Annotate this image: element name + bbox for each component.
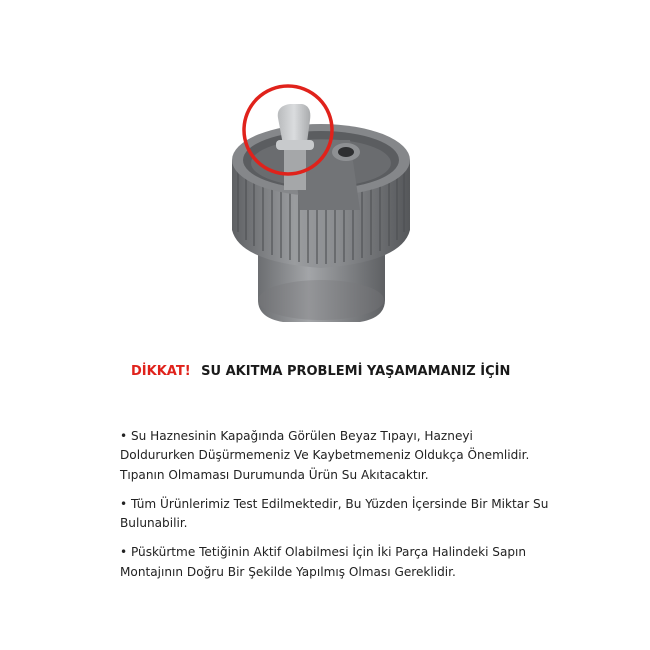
note-item: • Püskürtme Tetiğinin Aktif Olabilmesi İçin İki Parça Halindeki Sapın Montajının Doğru Bir Şekilde Yapılmış Olması Gereklidir. [120, 545, 527, 579]
warning-title: SU AKITMA PROBLEMİ YAŞAMAMANIZ İÇİN [201, 364, 511, 379]
note-item: • Su Haznesinin Kapağında Görülen Beyaz Tıpayı, Hazneyi Doldururken Düşürmemeniz Ve Kaybetmemeniz Oldukça Önemlidir. Tıpanın Olmaması Durumunda Ürün Su Akıtacaktır. [120, 429, 530, 482]
alert-word: DİKKAT! [131, 364, 191, 379]
notes-list [120, 427, 550, 582]
note-item: • Tüm Ürünlerimiz Test Edilmektedir, Bu Yüzden İçersinde Bir Miktar Su Bulunabilir. [120, 496, 549, 531]
warning-heading [131, 364, 611, 379]
